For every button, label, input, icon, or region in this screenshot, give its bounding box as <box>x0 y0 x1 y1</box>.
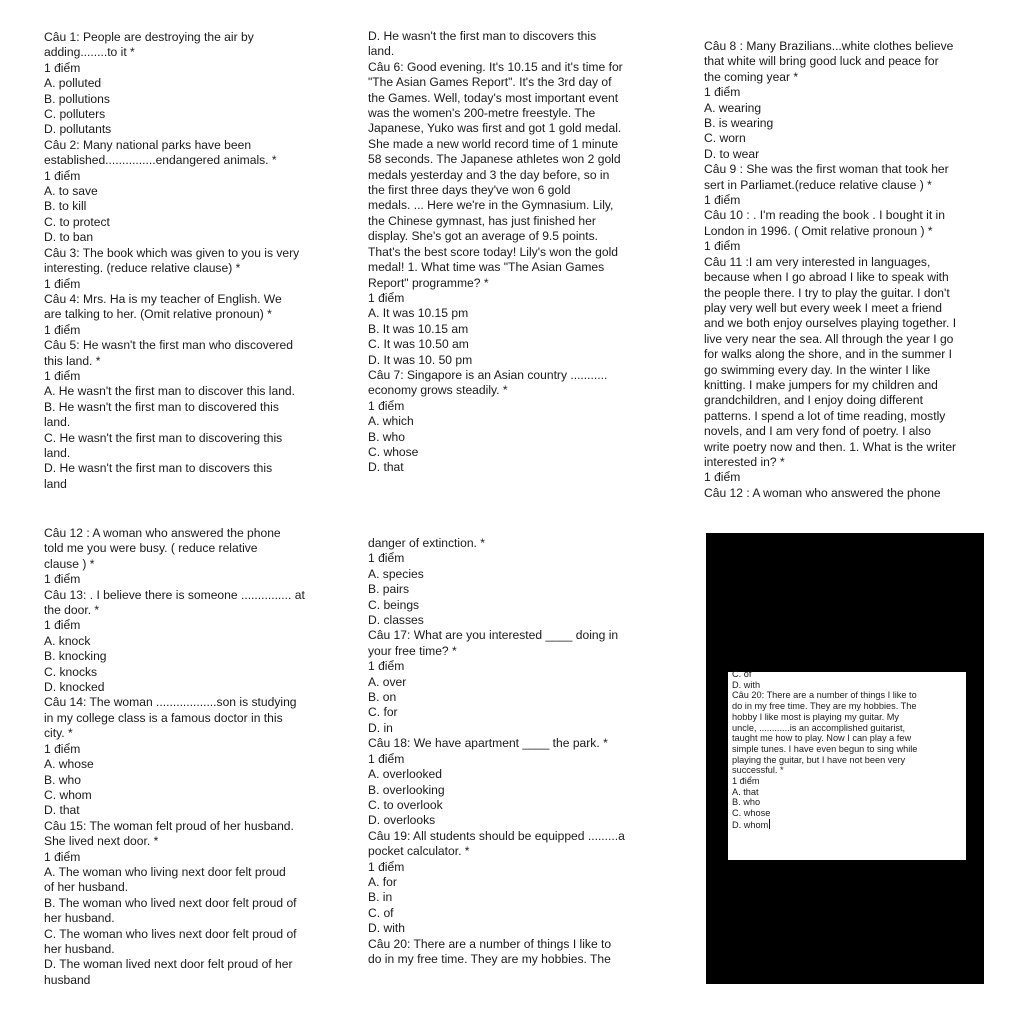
overlay-line: uncle, ............is an accomplished guitarist, <box>732 722 906 733</box>
col1-top-line: 1 điểm <box>44 368 81 383</box>
col2-bottom-line: C. for <box>368 705 398 720</box>
panel-col2-bottom <box>368 526 668 984</box>
col2-top-line: D. that <box>368 460 404 475</box>
col2-bottom-line: 1 điểm <box>368 659 405 674</box>
panel-col1-bottom-text <box>44 526 334 988</box>
col3-top-line: go swimming every day. In the winter I like <box>704 362 931 377</box>
overlay-question-card <box>728 669 966 860</box>
col1-bottom-line: her husband. <box>44 911 115 926</box>
col1-top-line: D. He wasn't the first man to discovers this <box>44 461 273 476</box>
col2-bottom-line: D. overlooks <box>368 813 436 828</box>
col3-top-line: Câu 10 : . I'm reading the book . I bought it in <box>704 208 945 223</box>
col2-top-line: C. whose <box>368 444 419 459</box>
col2-bottom-line: 1 điểm <box>368 859 405 874</box>
col1-bottom-line: told me you were busy. ( reduce relative <box>44 541 258 556</box>
col2-bottom-line: Câu 19: All students should be equipped .........a <box>368 828 625 843</box>
col1-bottom-line: D. that <box>44 803 80 818</box>
col3-top-line: live very near the sea. All through the year I go <box>704 331 954 346</box>
col3-top-line: London in 1996. ( Omit relative pronoun ) * <box>704 223 933 238</box>
col2-top-line: the Games. Well, today's most important event <box>368 90 619 105</box>
col1-bottom-line: C. whom <box>44 787 92 802</box>
col1-top-line: land <box>44 476 67 491</box>
col1-bottom-line: husband <box>44 972 91 987</box>
col3-top-line: knitting. I make jumpers for my children and <box>704 377 938 392</box>
col3-top-line: Câu 9 : She was the first woman that took her <box>704 162 949 177</box>
overlay-line: D. whom <box>732 819 769 830</box>
col3-top-line: Câu 8 : Many Brazilians...white clothes believe <box>704 39 954 53</box>
col2-bottom-line: D. with <box>368 921 405 936</box>
col2-bottom-line: Câu 17: What are you interested ____ doing in <box>368 628 619 643</box>
overlay-line: playing the guitar, but I have not been very <box>732 754 906 765</box>
col2-top-line: 1 điểm <box>368 290 405 305</box>
col2-top-line: B. who <box>368 429 405 444</box>
col2-bottom-line: B. on <box>368 690 397 705</box>
col1-top-line: A. to save <box>44 184 98 199</box>
col2-top-line: the first three days they've won 6 gold <box>368 183 571 198</box>
col1-bottom-line: A. whose <box>44 757 94 772</box>
col1-bottom-line: of her husband. <box>44 880 129 895</box>
col1-bottom-line: A. knock <box>44 633 91 648</box>
col3-top-line: the people there. I try to play the guitar. I don't <box>704 285 950 300</box>
col3-top-line: Câu 11 :I am very interested in languages, <box>704 254 931 269</box>
col1-top-line: A. polluted <box>44 76 102 91</box>
col1-bottom-line: 1 điểm <box>44 741 81 756</box>
col2-bottom-line: Câu 18: We have apartment ____ the park. * <box>368 736 608 751</box>
col2-bottom-line: C. of <box>368 905 394 920</box>
col2-top-line: 58 seconds. The Japanese athletes won 2 gold <box>368 152 621 167</box>
col2-bottom-line: A. for <box>368 874 397 889</box>
col1-bottom-line: in my college class is a famous doctor in this <box>44 710 283 725</box>
col2-bottom-line: C. beings <box>368 597 420 612</box>
col1-bottom-line: B. who <box>44 772 81 787</box>
overlay-line: A. that <box>732 786 759 797</box>
col3-top-line: 1 điểm <box>704 85 741 100</box>
col2-top-line: Japanese, Yuko was first and got 1 gold medal. <box>368 121 622 136</box>
col2-bottom-line: C. to overlook <box>368 797 443 812</box>
col1-bottom-line: 1 điểm <box>44 572 81 587</box>
col1-bottom-line: B. knocking <box>44 649 107 664</box>
col1-top-line: this land. * <box>44 353 101 368</box>
col2-top-line: economy grows steadily. * <box>368 383 508 398</box>
col2-bottom-line: D. in <box>368 720 393 735</box>
col3-top-line: play very well but every week I meet a friend <box>704 300 942 315</box>
col2-bottom-line: do in my free time. They are my hobbies. The <box>368 951 611 966</box>
col3-top-line: D. to wear <box>704 146 760 161</box>
col3-top-line: C. worn <box>704 131 746 146</box>
col2-top-line: land. <box>368 44 395 59</box>
col1-top-line: established...............endangered animals. * <box>44 153 277 168</box>
col2-top-line: medals. ... Here we're in the Gymnasium. Lily, <box>368 198 614 213</box>
col2-bottom-line: 1 điểm <box>368 551 405 566</box>
col1-bottom-line: C. The woman who lives next door felt proud of <box>44 926 297 941</box>
col1-top-line: Câu 5: He wasn't the first man who discovered <box>44 338 294 353</box>
col2-top-line: That's the best score today! Lily's won the gold <box>368 244 618 259</box>
col1-top-line: C. He wasn't the first man to discovering this <box>44 430 283 445</box>
col1-bottom-line: She lived next door. * <box>44 834 159 849</box>
panel-col2-top-text <box>368 29 668 476</box>
col1-bottom-line: Câu 12 : A woman who answered the phone <box>44 526 281 540</box>
col3-top-line: 1 điểm <box>704 470 741 485</box>
col1-top-line: adding........to it * <box>44 45 135 60</box>
col1-top-line: 1 điểm <box>44 276 81 291</box>
col1-bottom-line: Câu 15: The woman felt proud of her husband. <box>44 818 294 833</box>
text-cursor <box>769 819 770 829</box>
col1-bottom-line: 1 điểm <box>44 849 81 864</box>
col1-bottom-line: 1 điểm <box>44 618 81 633</box>
col3-top-line: A. wearing <box>704 100 762 115</box>
col3-top-line: interested in? * <box>704 454 785 469</box>
col3-top-line: write poetry now and then. 1. What is the writer <box>704 439 957 454</box>
col2-top-line: Câu 6: Good evening. It's 10.15 and it's time for <box>368 59 623 74</box>
col1-top-line: B. to kill <box>44 199 87 214</box>
col1-top-line: 1 điểm <box>44 168 81 183</box>
col1-top-line: B. He wasn't the first man to discovered this <box>44 399 279 414</box>
col1-top-line: land. <box>44 445 71 460</box>
col1-bottom-line: clause ) * <box>44 556 95 571</box>
col2-top-line: "The Asian Games Report". It's the 3rd day of <box>368 75 612 90</box>
col3-top-line: 1 điểm <box>704 193 741 208</box>
col1-top-line: A. He wasn't the first man to discover this land. <box>44 384 296 399</box>
col3-top-line: grandchildren, and I enjoy doing different <box>704 393 923 408</box>
col2-top-line: display. She's got an average of 9.5 points. <box>368 229 598 244</box>
col1-top-line: C. to protect <box>44 214 110 229</box>
col2-top-line: D. He wasn't the first man to discovers this <box>368 29 597 43</box>
col3-top-line: the coming year * <box>704 69 799 84</box>
col3-top-line: and we both enjoy ourselves playing together. I <box>704 316 957 331</box>
col1-top-line: Câu 4: Mrs. Ha is my teacher of English. We <box>44 291 282 306</box>
col2-top-line: was the women's 200-metre freestyle. The <box>368 106 596 121</box>
col2-bottom-line: A. over <box>368 674 407 689</box>
col1-bottom-line: the door. * <box>44 603 100 618</box>
col1-bottom-line: Câu 13: . I believe there is someone ............... at <box>44 587 305 602</box>
overlay-line: D. with <box>732 679 761 690</box>
overlay-line: Câu 20: There are a number of things I like to <box>732 690 917 701</box>
col1-top-line: D. pollutants <box>44 122 112 137</box>
col1-top-line: Câu 3: The book which was given to you is very <box>44 245 300 260</box>
panel-col2-bottom-text <box>368 536 668 967</box>
col3-top-line: for walks along the shore, and in the summer I <box>704 347 953 362</box>
col3-top-line: that white will bring good luck and peace for <box>704 54 939 69</box>
col2-bottom-line: pocket calculator. * <box>368 844 470 859</box>
col1-top-line: Câu 1: People are destroying the air by <box>44 30 254 44</box>
col1-bottom-line: her husband. <box>44 941 115 956</box>
col1-bottom-line: D. The woman lived next door felt proud of her <box>44 957 293 972</box>
panel-col1-top <box>44 32 334 492</box>
col3-top-line: novels, and I am very fond of poetry. I also <box>704 424 931 439</box>
col2-bottom-line: B. pairs <box>368 582 409 597</box>
col1-bottom-line: D. knocked <box>44 680 105 695</box>
col1-top-line: interesting. (reduce relative clause) * <box>44 261 241 276</box>
col2-bottom-line: danger of extinction. * <box>368 536 485 550</box>
col2-top-line: D. It was 10. 50 pm <box>368 352 473 367</box>
col1-top-line: D. to ban <box>44 230 94 245</box>
panel-col1-top-text <box>44 30 334 492</box>
col2-top-line: medals yesterday and 3 the day before, so in <box>368 167 610 182</box>
col1-top-line: 1 điểm <box>44 322 81 337</box>
col3-top-line: sert in Parliamet.(reduce relative clause ) * <box>704 177 932 192</box>
col1-bottom-line: Câu 14: The woman ..................son is studying <box>44 695 297 710</box>
col3-top-line: because when I go abroad I like to speak with <box>704 270 949 285</box>
col2-bottom-line: your free time? * <box>368 643 457 658</box>
overlay-line: simple tunes. I have even begun to sing while <box>732 743 918 754</box>
col2-bottom-line: A. overlooked <box>368 767 442 782</box>
overlay-line: do in my free time. They are my hobbies. The <box>732 701 917 712</box>
col3-top-line: patterns. I spend a lot of time reading, mostly <box>704 408 946 423</box>
col2-bottom-line: A. species <box>368 566 424 581</box>
overlay-line: successful. * <box>732 765 784 776</box>
col2-bottom-line: 1 điểm <box>368 751 405 766</box>
col2-top-line: A. It was 10.15 pm <box>368 306 469 321</box>
col2-top-line: She made a new world record time of 1 minute <box>368 136 619 151</box>
overlay-line: C. whose <box>732 808 771 819</box>
col2-top-line: Câu 7: Singapore is an Asian country ........... <box>368 367 608 382</box>
col1-bottom-line: city. * <box>44 726 73 741</box>
col3-top-line: Câu 12 : A woman who answered the phone <box>704 485 941 500</box>
col1-top-line: Câu 2: Many national parks have been <box>44 137 252 152</box>
panel-col1-bottom <box>44 526 334 987</box>
col2-top-line: Report" programme? * <box>368 275 489 290</box>
col1-bottom-line: B. The woman who lived next door felt proud of <box>44 895 297 910</box>
col2-bottom-line: B. overlooking <box>368 782 445 797</box>
col2-top-line: the Chinese gymnast, has just finished her <box>368 213 596 228</box>
col3-top-line: 1 điểm <box>704 239 741 254</box>
col2-bottom-line: D. classes <box>368 613 424 628</box>
col2-top-line: B. It was 10.15 am <box>368 321 469 336</box>
col2-top-line: 1 điểm <box>368 398 405 413</box>
overlay-line: B. who <box>732 797 761 808</box>
col2-top-line: medal! 1. What time was "The Asian Games <box>368 260 605 275</box>
col2-bottom-line: Câu 20: There are a number of things I like to <box>368 936 612 951</box>
overlay-question-text <box>732 669 964 831</box>
overlay-line: 1 điểm <box>732 776 760 787</box>
panel-col2-top <box>368 29 668 492</box>
col1-top-line: 1 điểm <box>44 60 81 75</box>
overlay-line: C. of <box>732 669 752 679</box>
col2-bottom-line: B. in <box>368 890 393 905</box>
col1-bottom-line: A. The woman who living next door felt proud <box>44 864 286 879</box>
col2-top-line: C. It was 10.50 am <box>368 337 469 352</box>
col1-top-line: C. polluters <box>44 107 106 122</box>
col1-top-line: B. pollutions <box>44 91 110 106</box>
col1-bottom-line: C. knocks <box>44 664 98 679</box>
overlay-line: taught me how to play. Now I can play a few <box>732 733 912 744</box>
col2-top-line: A. which <box>368 414 414 429</box>
col1-top-line: are talking to her. (Omit relative pronoun) * <box>44 307 272 322</box>
col1-top-line: land. <box>44 415 71 430</box>
panel-col3-top <box>704 32 994 500</box>
overlay-line: hobby I like most is playing my guitar. My <box>732 711 899 722</box>
col3-top-line: B. is wearing <box>704 116 774 131</box>
panel-col3-top-text <box>704 39 994 501</box>
